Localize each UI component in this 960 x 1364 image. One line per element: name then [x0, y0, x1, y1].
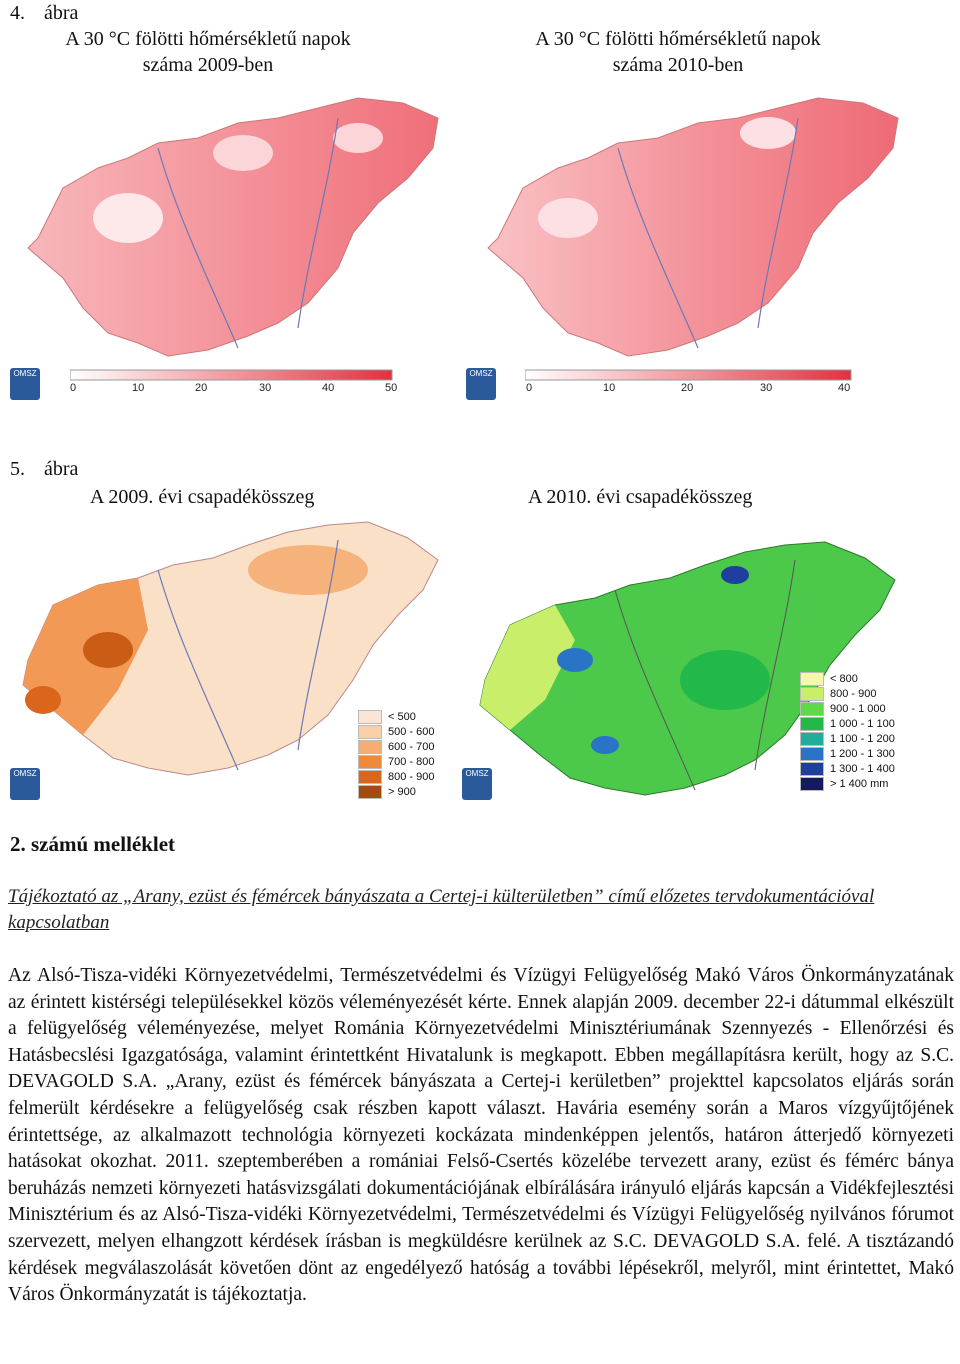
omsz-logo: OMSZ	[466, 368, 496, 400]
caption-line: A 30 °C fölötti hőmérsékletű napok	[65, 28, 351, 50]
legend-swatch	[358, 725, 382, 739]
figure-4-number	[10, 2, 78, 25]
colorbar-rect	[525, 370, 851, 380]
legend-item: 1 100 - 1 200	[800, 732, 895, 746]
colorbar-rect	[70, 370, 392, 380]
legend-item: 600 - 700	[358, 740, 434, 754]
legend-item: 700 - 800	[358, 755, 434, 769]
map-shape	[591, 736, 619, 754]
legend-item: 1 200 - 1 300	[800, 747, 895, 761]
legend-item: 500 - 600	[358, 725, 434, 739]
tick-label: 0	[526, 382, 533, 394]
hot-days-2010-colorbar	[525, 368, 855, 382]
figure-word: ábra	[44, 458, 79, 480]
map-shape	[333, 123, 383, 153]
legend-item: 1 000 - 1 100	[800, 717, 895, 731]
map-shape	[248, 545, 368, 595]
figure-5-right-caption: A 2010. évi csapadékösszeg	[528, 486, 753, 508]
legend-item: 800 - 900	[358, 770, 434, 784]
figure-5-left-caption: A 2009. évi csapadékösszeg	[90, 486, 315, 508]
legend-swatch	[800, 702, 824, 716]
tick-label: 0	[70, 382, 77, 394]
legend-swatch	[358, 710, 382, 724]
legend-item: 800 - 900	[800, 687, 876, 701]
figure-number: 5.	[10, 458, 25, 480]
tick-label: 20	[681, 382, 694, 394]
caption-line: száma 2009-ben	[142, 54, 274, 76]
tick-label: 20	[195, 382, 208, 394]
legend-swatch	[800, 747, 824, 761]
legend-swatch	[800, 672, 824, 686]
legend-item: > 1 400 mm	[800, 777, 888, 791]
figure-word: ábra	[44, 2, 79, 24]
map-hot-days-2010	[468, 88, 908, 368]
omsz-logo: OMSZ	[10, 368, 40, 400]
figure-4-right-caption	[488, 26, 868, 78]
map-shape	[557, 648, 593, 672]
map-shape	[721, 566, 749, 584]
map-shape	[25, 686, 61, 714]
tick-label: 30	[760, 382, 773, 394]
legend-swatch	[800, 777, 824, 791]
omsz-logo: OMSZ	[462, 768, 492, 800]
legend-swatch	[358, 770, 382, 784]
tick-label: 40	[838, 382, 851, 394]
map-shape	[213, 135, 273, 171]
map-shape	[740, 117, 796, 149]
figure-5-number	[10, 458, 78, 481]
figure-number: 4.	[10, 2, 25, 24]
hot-days-2009-colorbar	[70, 368, 400, 382]
legend-swatch	[800, 687, 824, 701]
legend-item: < 800	[800, 672, 858, 686]
tick-label: 30	[259, 382, 272, 394]
legend-item: 900 - 1 000	[800, 702, 886, 716]
caption-line: száma 2010-ben	[612, 54, 744, 76]
legend-swatch	[800, 762, 824, 776]
map-shape	[538, 198, 598, 238]
caption-line: A 30 °C fölötti hőmérsékletű napok	[535, 28, 821, 50]
tick-label: 40	[322, 382, 335, 394]
legend-swatch	[358, 740, 382, 754]
tick-label: 10	[603, 382, 616, 394]
annex-title: 2. számú melléklet	[10, 832, 176, 856]
legend-swatch	[800, 732, 824, 746]
map-shape	[83, 632, 133, 668]
legend-item: > 900	[358, 785, 416, 799]
omsz-logo: OMSZ	[10, 768, 40, 800]
legend-swatch	[358, 785, 382, 799]
tick-label: 10	[132, 382, 145, 394]
legend-swatch	[358, 755, 382, 769]
legend-swatch	[800, 717, 824, 731]
map-shape	[93, 193, 163, 243]
legend-item: 1 300 - 1 400	[800, 762, 895, 776]
body-paragraph: Az Alsó-Tisza-vidéki Környezetvédelmi, Természetvédelmi és Vízügyi Felügyelőség Makó Város Önkormányzatának az érintett kistérségi településekkel közös véleményezését kérte. Ennek alapján 2009. december 22-i dátummal elkészült a felügyelőség véleményezése, melyet Románia Környezetvédelmi Minisztériumának Szennyezés - Ellenőrzési és Hatásbecslési Igazgatósága, valamint érintettként Hivatalunk is megkapott. Ebben megállapításra került, hogy az S.C. DEVAGOLD S.A. „Arany, ezüst és fémércek bányászata a Certej-i kerületben” projekttel kapcsolatos eljárás során felmerült kérdésekre a felügyelőség csak részben kapott választ. Havária esemény során a Maros vízgyűjtőjének érintettsége, az alkalmazott technológia környezeti kockázata mindenképpen jelentős, határon átterjedő környezeti hatásokat okozhat. 2011. szeptemberében a romániai Felső-Csertés közelébe tervezett arany, ezüst és fémérc bánya beruházás nemzeti környezeti hatásvizsgálati dokumentációjának elbírálására irányuló eljárás kapcsán a Vidékfejlesztési Minisztérium és az Alsó-Tisza-vidéki Környezetvédelmi, Természetvédelmi és Vízügyi Felügyelőség nyilvános fórumot szervezett, melyen elhangzott kérdések írásban is megküldésre kerülnek az S.C. DEVAGOLD S.A. felé. A tisztázandó kérdések megválaszolását követően dönt az engedélyező hatóság a további lépésekről, melyről, mint érintettet, Makó Város Önkormányzatát is tájékoztatja.	[8, 965, 954, 1306]
info-title: Tájékoztató az „Arany, ezüst és fémércek bányászata a Certej-i külterületben” című előzetes tervdokumentációval kapcsolatban	[8, 886, 875, 933]
map-shape	[680, 650, 770, 710]
tick-label: 50	[385, 382, 398, 394]
map-hot-days-2009	[8, 88, 448, 368]
figure-4-left-caption	[18, 26, 398, 78]
legend-item: < 500	[358, 710, 416, 724]
